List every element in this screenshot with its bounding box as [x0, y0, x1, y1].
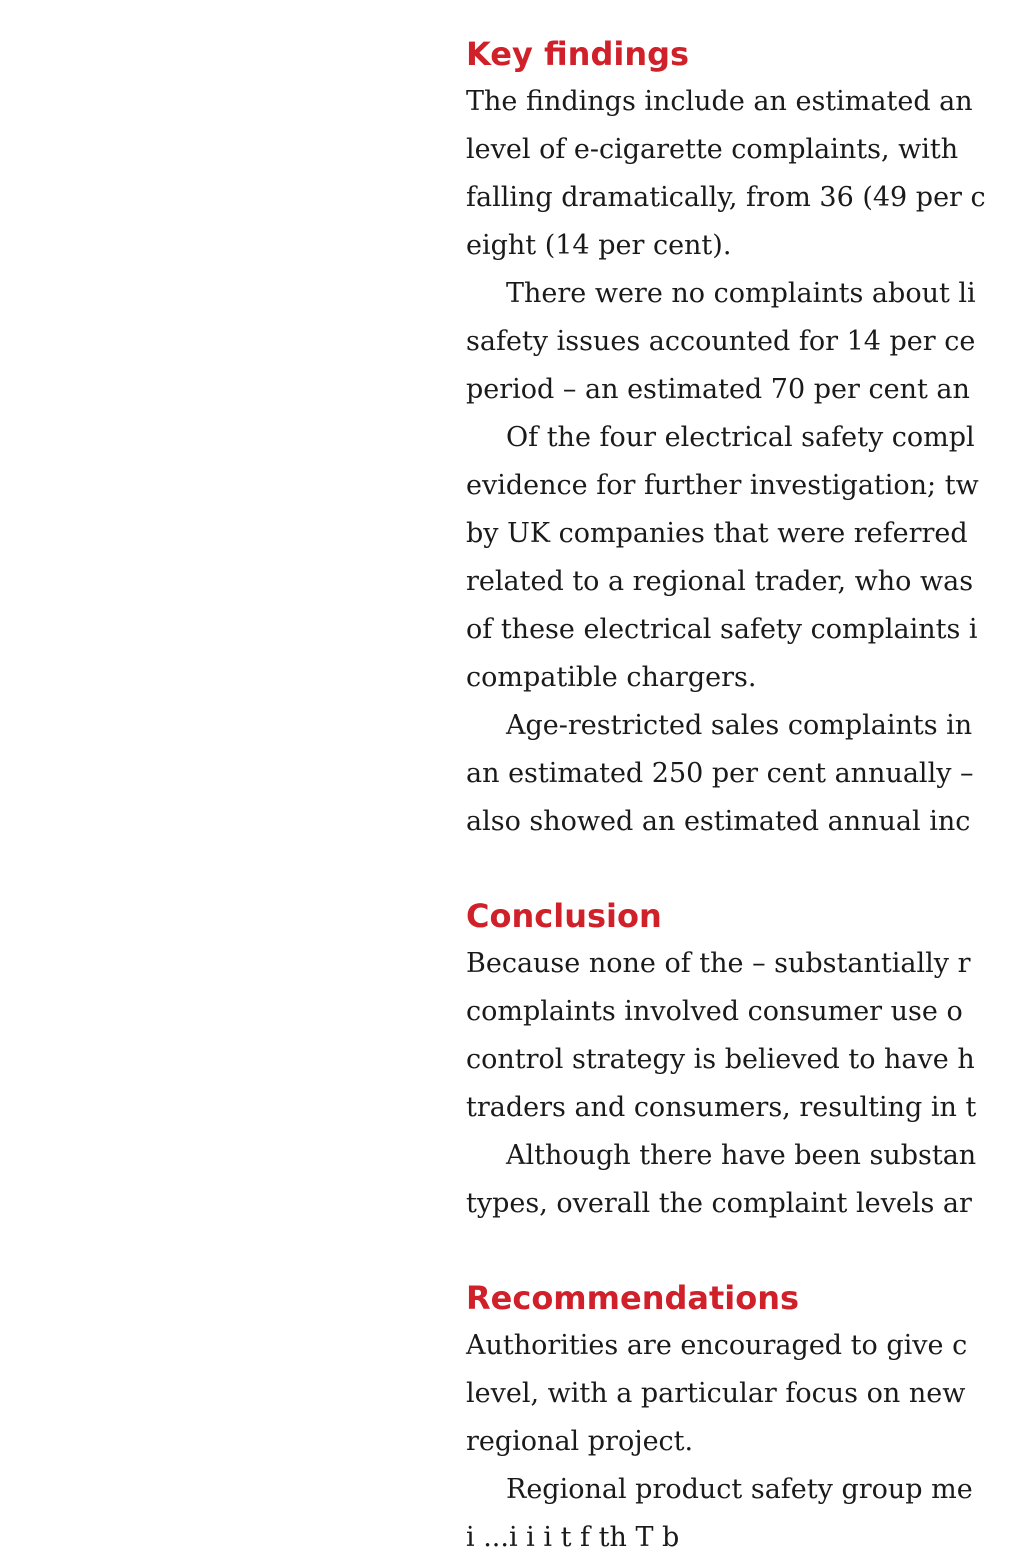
body-line: safety issues accounted for 14 per ce [466, 326, 976, 357]
body-line: level, with a particular focus on new [466, 1378, 966, 1409]
body-line: related to a regional trader, who was [466, 566, 974, 597]
body-line: compatible chargers. [466, 662, 757, 693]
section-heading: Key findings [466, 35, 690, 73]
body-line: control strategy is believed to have h [466, 1044, 975, 1075]
body-line: falling dramatically, from 36 (49 per c [466, 182, 986, 213]
section-heading: Recommendations [466, 1279, 800, 1317]
section-spacer [466, 1228, 1024, 1274]
body-line: traders and consumers, resulting in t [466, 1092, 977, 1123]
body-line: also showed an estimated annual inc [466, 806, 971, 837]
section-spacer [466, 846, 1024, 892]
body-line: Although there have been substan [506, 1140, 977, 1171]
body-line: an estimated 250 per cent annually – [466, 758, 974, 789]
document-column [466, 30, 1024, 1562]
section-heading: Conclusion [466, 897, 662, 935]
body-line: regional project. [466, 1426, 694, 1457]
section-conclusion [466, 892, 1024, 1228]
body-line: complaints involved consumer use o [466, 996, 963, 1027]
body-line: The findings include an estimated an [466, 86, 973, 117]
body-line: Because none of the – substantially r [466, 948, 971, 979]
body-line: Of the four electrical safety compl [506, 422, 975, 453]
body-line: Regional product safety group me [506, 1474, 973, 1505]
body-line: types, overall the complaint levels ar [466, 1188, 972, 1219]
section-recommendations [466, 1274, 1024, 1562]
body-line: period – an estimated 70 per cent an [466, 374, 970, 405]
body-line: Authorities are encouraged to give c [466, 1330, 968, 1361]
body-line: There were no complaints about li [506, 278, 976, 309]
body-line: i ...i i i t f th T b [466, 1522, 680, 1553]
body-line: level of e-cigarette complaints, with [466, 134, 959, 165]
body-line: by UK companies that were referred [466, 518, 968, 549]
body-line: evidence for further investigation; tw [466, 470, 979, 501]
section-key-findings [466, 30, 1024, 846]
body-line: eight (14 per cent). [466, 230, 732, 261]
body-line: of these electrical safety complaints i [466, 614, 978, 645]
body-line: Age-restricted sales complaints in [506, 710, 973, 741]
